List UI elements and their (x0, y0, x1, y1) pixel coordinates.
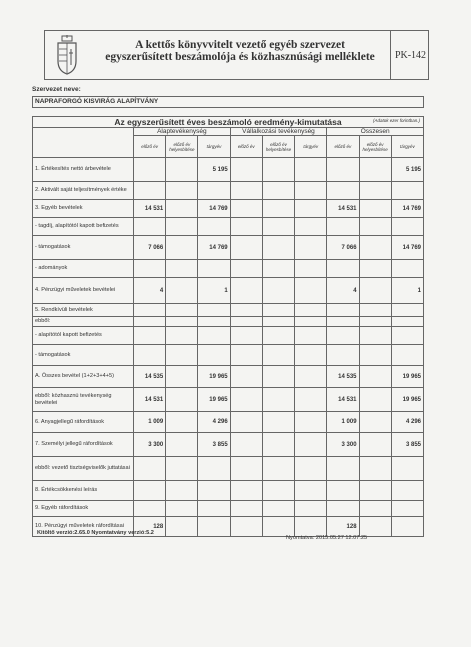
row-label: 3. Egyéb bevételek (33, 200, 134, 218)
subheader-business-1: előző év helyesbítése (262, 136, 294, 158)
value-cell[interactable] (359, 200, 391, 218)
table-row (33, 260, 424, 278)
group-header-total: Összesen (327, 128, 424, 136)
value-cell[interactable]: 1 (198, 278, 230, 304)
row-label: - adományok (33, 260, 134, 278)
income-statement-table (32, 116, 424, 537)
value-cell[interactable] (166, 481, 198, 501)
table-row (33, 481, 424, 501)
value-cell[interactable]: 3 855 (391, 433, 423, 457)
value-cell[interactable] (230, 501, 262, 517)
value-cell[interactable] (391, 218, 423, 236)
value-cell[interactable] (134, 345, 166, 366)
value-cell[interactable] (391, 345, 423, 366)
value-cell[interactable] (359, 481, 391, 501)
value-cell[interactable] (262, 317, 294, 327)
value-cell[interactable]: 14 769 (198, 200, 230, 218)
form-title-line2: egyszerűsített beszámolója és közhasznúsági melléklete (105, 51, 375, 63)
row-label: ebből: (33, 317, 134, 327)
value-cell[interactable] (166, 304, 198, 317)
value-cell[interactable] (262, 412, 294, 433)
value-cell[interactable] (166, 457, 198, 481)
value-cell[interactable]: 14 531 (327, 388, 359, 412)
value-cell[interactable] (166, 388, 198, 412)
value-cell[interactable] (391, 517, 423, 537)
table-row (33, 345, 424, 366)
subheader-total-1: előző év helyesbítése (359, 136, 391, 158)
value-cell[interactable] (327, 304, 359, 317)
value-cell[interactable] (262, 260, 294, 278)
value-cell[interactable] (262, 218, 294, 236)
value-cell[interactable] (134, 327, 166, 345)
value-cell[interactable] (262, 457, 294, 481)
value-cell[interactable] (198, 345, 230, 366)
value-cell[interactable] (391, 327, 423, 345)
table-row (33, 236, 424, 260)
value-cell[interactable]: 4 296 (391, 412, 423, 433)
value-cell[interactable] (295, 366, 327, 388)
value-cell[interactable] (166, 200, 198, 218)
value-cell[interactable] (295, 501, 327, 517)
value-cell[interactable] (262, 366, 294, 388)
value-cell[interactable]: 5 195 (198, 158, 230, 182)
value-cell[interactable] (198, 501, 230, 517)
row-label: 9. Egyéb ráfordítások (33, 501, 134, 517)
value-cell[interactable]: 4 (327, 278, 359, 304)
value-cell[interactable] (230, 517, 262, 537)
table-row (33, 412, 424, 433)
value-cell[interactable] (359, 182, 391, 200)
value-cell[interactable] (166, 366, 198, 388)
table-row (33, 433, 424, 457)
row-label: - alapítótól kapott befizetés (33, 327, 134, 345)
value-cell[interactable]: 3 855 (198, 433, 230, 457)
footer-printed: Nyomtatva: 2015.05.27 12.07.25 (286, 535, 368, 541)
row-label: ebből: vezető tisztségviselők juttatásai (33, 457, 134, 481)
value-cell[interactable]: 19 965 (391, 388, 423, 412)
row-label: 7. Személyi jellegű ráfordítások (33, 433, 134, 457)
value-cell[interactable] (166, 345, 198, 366)
table-row (33, 182, 424, 200)
value-cell[interactable] (359, 158, 391, 182)
table-row (33, 366, 424, 388)
value-cell[interactable] (327, 501, 359, 517)
value-cell[interactable] (295, 260, 327, 278)
value-cell[interactable] (166, 218, 198, 236)
row-label: A. Összes bevétel (1+2+3+4+5) (33, 366, 134, 388)
value-cell[interactable]: 4 (134, 278, 166, 304)
table-row (33, 304, 424, 317)
value-cell[interactable] (198, 517, 230, 537)
value-cell[interactable]: 3 300 (134, 433, 166, 457)
value-cell[interactable] (198, 317, 230, 327)
value-cell[interactable] (134, 457, 166, 481)
value-cell[interactable]: 1 (391, 278, 423, 304)
value-cell[interactable] (198, 481, 230, 501)
value-cell[interactable] (327, 317, 359, 327)
subheader-total-2: tárgyév (391, 136, 423, 158)
value-cell[interactable]: 14 769 (391, 200, 423, 218)
value-cell[interactable] (359, 501, 391, 517)
value-cell[interactable] (198, 182, 230, 200)
value-cell[interactable] (359, 327, 391, 345)
row-label: 1. Értékesítés nettó árbevétele (33, 158, 134, 182)
form-header (44, 30, 429, 80)
value-cell[interactable] (359, 260, 391, 278)
value-cell[interactable] (359, 304, 391, 317)
hungarian-coat-of-arms-icon (55, 35, 79, 75)
subheader-basic-1: előző év helyesbítése (166, 136, 198, 158)
table-row (33, 388, 424, 412)
value-cell[interactable] (295, 182, 327, 200)
value-cell[interactable] (327, 182, 359, 200)
subheader-total-0: előző év (327, 136, 359, 158)
value-cell[interactable] (262, 182, 294, 200)
value-cell[interactable] (134, 317, 166, 327)
value-cell[interactable] (134, 182, 166, 200)
value-cell[interactable] (230, 388, 262, 412)
org-label: Szervezet neve: (32, 86, 81, 93)
value-cell[interactable] (359, 218, 391, 236)
value-cell[interactable] (391, 501, 423, 517)
value-cell[interactable] (359, 366, 391, 388)
value-cell[interactable]: 5 195 (391, 158, 423, 182)
value-cell[interactable] (295, 433, 327, 457)
value-cell[interactable] (262, 517, 294, 537)
table-row (33, 218, 424, 236)
value-cell[interactable] (230, 481, 262, 501)
subheader-basic-0: előző év (134, 136, 166, 158)
value-cell[interactable] (359, 517, 391, 537)
value-cell[interactable]: 19 965 (198, 366, 230, 388)
value-cell[interactable] (230, 433, 262, 457)
value-cell[interactable]: 14 769 (391, 236, 423, 260)
value-cell[interactable]: 3 300 (327, 433, 359, 457)
value-cell[interactable] (230, 366, 262, 388)
value-cell[interactable] (166, 278, 198, 304)
value-cell[interactable] (391, 260, 423, 278)
value-cell[interactable] (230, 327, 262, 345)
value-cell[interactable] (230, 236, 262, 260)
value-cell[interactable] (295, 218, 327, 236)
value-cell[interactable] (359, 317, 391, 327)
row-label: 8. Értékcsökkenési leírás (33, 481, 134, 501)
value-cell[interactable] (327, 457, 359, 481)
value-cell[interactable] (295, 236, 327, 260)
value-cell[interactable] (359, 412, 391, 433)
value-cell[interactable] (327, 345, 359, 366)
value-cell[interactable]: 1 009 (134, 412, 166, 433)
value-cell[interactable] (166, 182, 198, 200)
value-cell[interactable] (262, 481, 294, 501)
value-cell[interactable] (166, 158, 198, 182)
value-cell[interactable]: 14 769 (198, 236, 230, 260)
value-cell[interactable] (262, 433, 294, 457)
value-cell[interactable] (230, 457, 262, 481)
value-cell[interactable] (134, 501, 166, 517)
value-cell[interactable] (295, 278, 327, 304)
group-header-business: Vállalkozási tevékenység (230, 128, 327, 136)
value-cell[interactable]: 14 535 (134, 366, 166, 388)
subheader-business-0: előző év (230, 136, 262, 158)
value-cell[interactable] (198, 260, 230, 278)
subheader-basic-2: tárgyév (198, 136, 230, 158)
value-cell[interactable] (198, 457, 230, 481)
value-cell[interactable] (166, 412, 198, 433)
table-row (33, 501, 424, 517)
value-cell[interactable] (359, 457, 391, 481)
row-label: 6. Anyagjellegű ráfordítások (33, 412, 134, 433)
value-cell[interactable]: 19 965 (391, 366, 423, 388)
currency-note: (Adatok ezer forintban.) (372, 118, 420, 123)
value-cell[interactable]: 7 066 (134, 236, 166, 260)
value-cell[interactable] (295, 457, 327, 481)
value-cell[interactable] (295, 345, 327, 366)
org-name-field[interactable]: NAPRAFORGÓ KISVIRÁG ALAPÍTVÁNY (32, 96, 424, 108)
value-cell[interactable] (198, 218, 230, 236)
group-header-basic: Alaptevékenység (134, 128, 231, 136)
value-cell[interactable] (295, 412, 327, 433)
value-cell[interactable] (295, 388, 327, 412)
value-cell[interactable] (262, 345, 294, 366)
value-cell[interactable]: 14 531 (327, 200, 359, 218)
row-label: - támogatások (33, 236, 134, 260)
table-row (33, 317, 424, 327)
value-cell[interactable] (134, 304, 166, 317)
row-label: - támogatások (33, 345, 134, 366)
value-cell[interactable] (134, 218, 166, 236)
row-label: ebből: közhasznú tevékenység bevételei (33, 388, 134, 412)
value-cell[interactable] (262, 236, 294, 260)
table-row (33, 278, 424, 304)
value-cell[interactable] (327, 327, 359, 345)
value-cell[interactable] (230, 317, 262, 327)
value-cell[interactable] (134, 481, 166, 501)
value-cell[interactable] (230, 412, 262, 433)
value-cell[interactable] (295, 317, 327, 327)
value-cell[interactable] (359, 236, 391, 260)
value-cell[interactable] (359, 388, 391, 412)
value-cell[interactable] (166, 317, 198, 327)
value-cell[interactable]: 128 (134, 517, 166, 537)
value-cell[interactable]: 14 535 (327, 366, 359, 388)
table-row (33, 327, 424, 345)
form-code: PK-142 (390, 31, 430, 79)
value-cell[interactable]: 4 296 (198, 412, 230, 433)
value-cell[interactable] (166, 327, 198, 345)
value-cell[interactable] (134, 260, 166, 278)
value-cell[interactable] (359, 433, 391, 457)
form-title-line1: A kettős könyvvitelt vezető egyéb szervezet (135, 39, 345, 51)
value-cell[interactable]: 14 531 (134, 388, 166, 412)
value-cell[interactable]: 1 009 (327, 412, 359, 433)
value-cell[interactable]: 128 (327, 517, 359, 537)
value-cell[interactable] (262, 278, 294, 304)
value-cell[interactable] (295, 517, 327, 537)
value-cell[interactable] (166, 260, 198, 278)
value-cell[interactable] (230, 260, 262, 278)
value-cell[interactable]: 14 531 (134, 200, 166, 218)
row-label: 10. Pénzügyi műveletek ráfordításai (33, 517, 134, 537)
value-cell[interactable] (166, 517, 198, 537)
value-cell[interactable] (327, 158, 359, 182)
value-cell[interactable]: 19 965 (198, 388, 230, 412)
value-cell[interactable] (295, 481, 327, 501)
value-cell[interactable] (262, 501, 294, 517)
value-cell[interactable] (230, 218, 262, 236)
value-cell[interactable] (295, 200, 327, 218)
form-title (89, 39, 391, 63)
value-cell[interactable] (230, 278, 262, 304)
value-cell[interactable] (295, 327, 327, 345)
statement-title-text: Az egyszerűsített éves beszámoló eredmény-kimutatása (114, 117, 342, 127)
value-cell[interactable] (295, 158, 327, 182)
value-cell[interactable] (230, 158, 262, 182)
table-row (33, 457, 424, 481)
value-cell[interactable] (166, 236, 198, 260)
value-cell[interactable] (391, 457, 423, 481)
row-label: 2. Aktivált saját teljesítmények értéke (33, 182, 134, 200)
value-cell[interactable] (166, 433, 198, 457)
value-cell[interactable] (295, 304, 327, 317)
value-cell[interactable]: 7 066 (327, 236, 359, 260)
value-cell[interactable] (391, 304, 423, 317)
value-cell[interactable] (327, 218, 359, 236)
value-cell[interactable] (230, 345, 262, 366)
value-cell[interactable] (230, 200, 262, 218)
value-cell[interactable] (230, 182, 262, 200)
value-cell[interactable] (262, 158, 294, 182)
value-cell[interactable] (198, 327, 230, 345)
value-cell[interactable] (327, 260, 359, 278)
subheader-business-2: tárgyév (295, 136, 327, 158)
value-cell[interactable] (262, 304, 294, 317)
value-cell[interactable] (327, 481, 359, 501)
value-cell[interactable] (198, 304, 230, 317)
value-cell[interactable] (262, 327, 294, 345)
row-label: 4. Pénzügyi műveletek bevételei (33, 278, 134, 304)
value-cell[interactable] (391, 481, 423, 501)
value-cell[interactable] (359, 345, 391, 366)
value-cell[interactable] (262, 200, 294, 218)
footer-version: Kitöltő verzió:2.65.0 Nyomtatvány verzió:5.2 (37, 530, 154, 536)
label-header-cell (33, 128, 134, 158)
row-label: 5. Rendkívüli bevételek (33, 304, 134, 317)
row-label: - tagdíj, alapítótól kapott befizetés (33, 218, 134, 236)
statement-title (33, 117, 424, 128)
table-row (33, 200, 424, 218)
table-row (33, 158, 424, 182)
value-cell[interactable] (391, 182, 423, 200)
value-cell[interactable] (166, 501, 198, 517)
value-cell[interactable] (359, 278, 391, 304)
value-cell[interactable] (230, 304, 262, 317)
value-cell[interactable] (134, 158, 166, 182)
value-cell[interactable] (391, 317, 423, 327)
value-cell[interactable] (262, 388, 294, 412)
